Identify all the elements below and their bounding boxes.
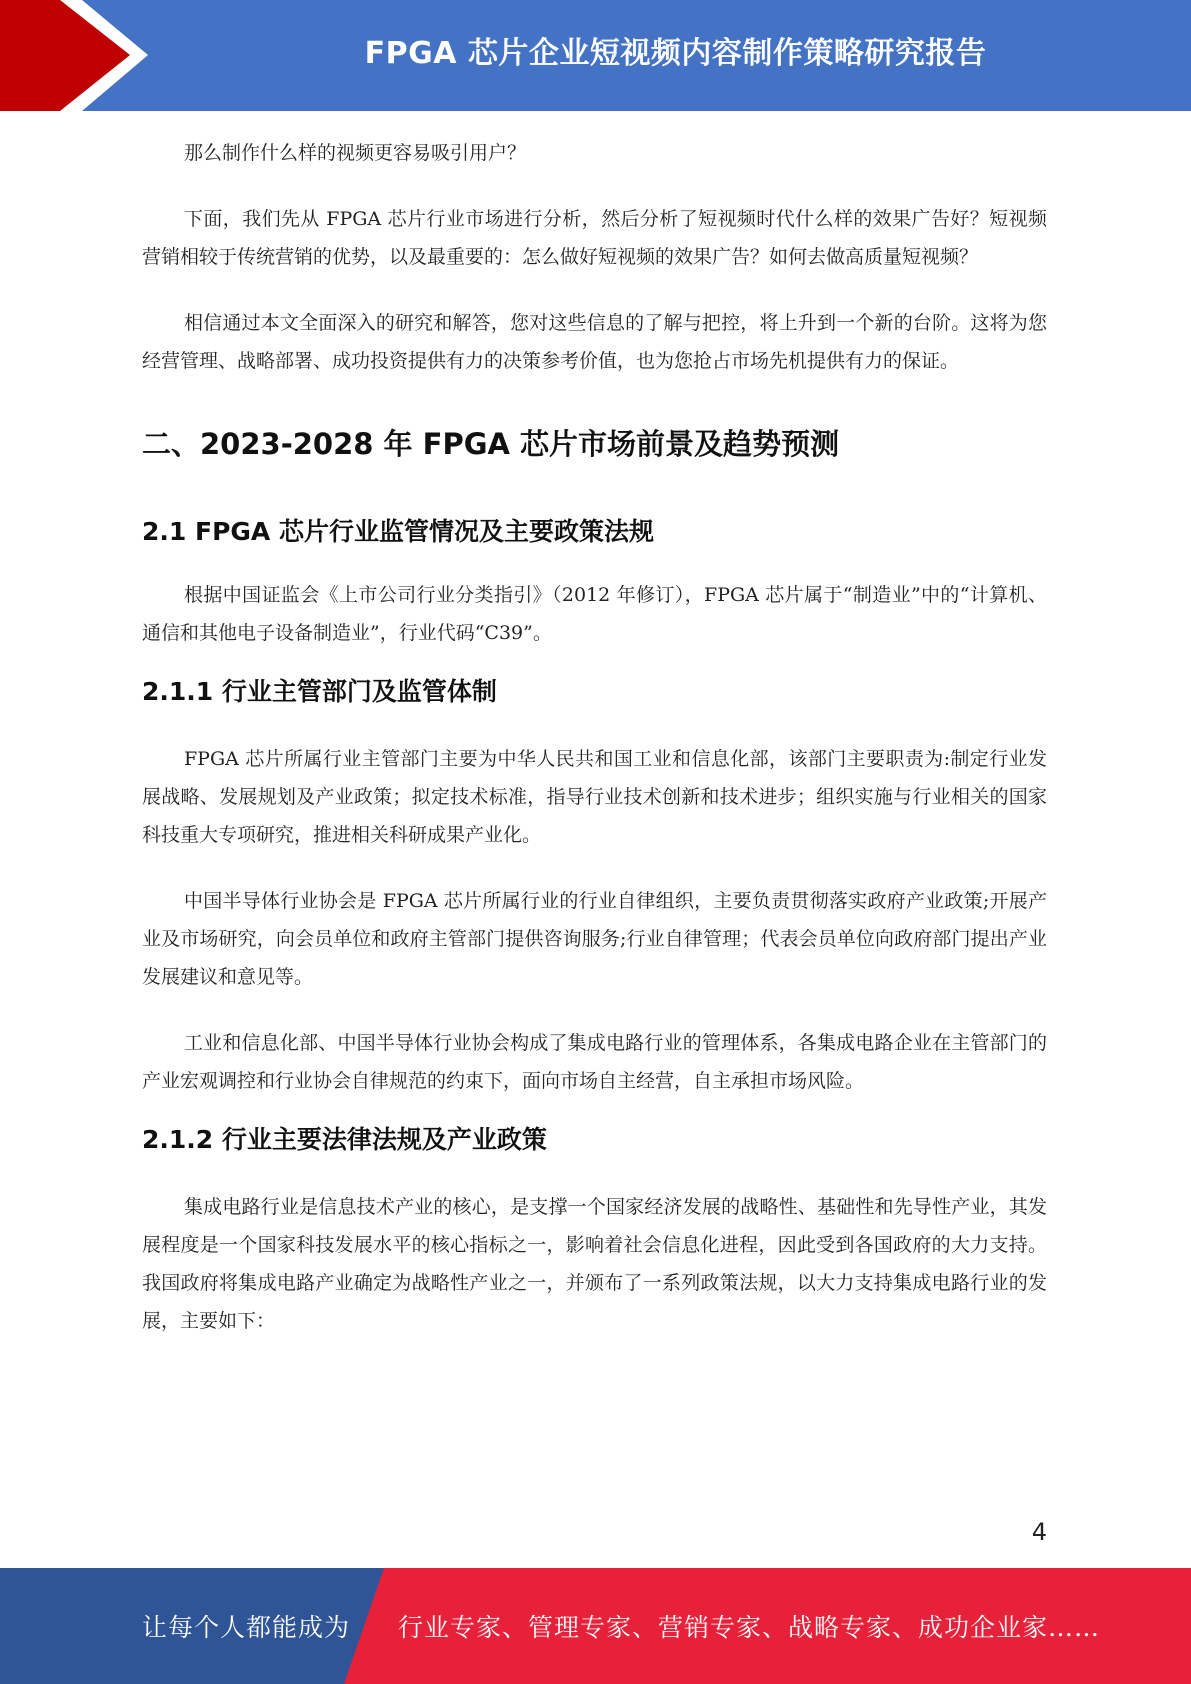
paragraph-analysis-outline: 下面，我们先从 FPGA 芯片行业市场进行分析，然后分析了短视频时代什么样的效果广告好？短视频营销相较于传统营销的优势，以及最重要的：怎么做好短视频的效果广告？如何去做高质量短视频？ [142, 208, 1047, 268]
paragraph-value-statement: 相信通过本文全面深入的研究和解答，您对这些信息的了解与把控，将上升到一个新的台阶。这将为您经营管理、战略部署、成功投资提供有力的决策参考价值，也为您抢占市场先机提供有力的保证。 [142, 312, 1047, 372]
page-footer [0, 1568, 1191, 1684]
page-number: 4 [1031, 1518, 1047, 1546]
paragraph-industry-classification: 根据中国证监会《上市公司行业分类指引》（2012 年修订），FPGA 芯片属于“制造业”中的“计算机、通信和其他电子设备制造业”，行业代码“C39”。 [142, 584, 1047, 644]
footer-slogan-right: 行业专家、管理专家、营销专家、战略专家、成功企业家…… [398, 1613, 1101, 1642]
footer-slogan-left: 让每个人都能成为 [142, 1613, 351, 1642]
subsection-heading-laws-policies: 2.1.2 行业主要法律法规及产业政策 [142, 1125, 547, 1154]
page-header [0, 0, 1191, 111]
paragraph-association-role: 中国半导体行业协会是 FPGA 芯片所属行业的行业自律组织，主要负责贯彻落实政府产业政策;开展产业及市场研究，向会员单位和政府主管部门提供咨询服务;行业自律管理；代表会员单位向政府部门提出产业发展建议和意见等。 [142, 890, 1047, 988]
subsection-heading-authority: 2.1.1 行业主管部门及监管体制 [142, 677, 497, 706]
paragraph-management-system: 工业和信息化部、中国半导体行业协会构成了集成电路行业的管理体系，各集成电路企业在主管部门的产业宏观调控和行业协会自律规范的约束下，面向市场自主经营，自主承担市场风险。 [142, 1032, 1047, 1092]
section-heading-market-outlook: 二、2023-2028 年 FPGA 芯片市场前景及趋势预测 [142, 427, 840, 461]
paragraph-intro-question: 那么制作什么样的视频更容易吸引用户？ [184, 142, 527, 164]
document-body [142, 111, 1047, 1340]
report-title: FPGA 芯片企业短视频内容制作策略研究报告 [364, 36, 987, 71]
header-red-arrow [0, 0, 148, 111]
subsection-heading-regulation: 2.1 FPGA 芯片行业监管情况及主要政策法规 [142, 517, 654, 546]
paragraph-ministry-duties: FPGA 芯片所属行业主管部门主要为中华人民共和国工业和信息化部，该部门主要职责为:制定行业发展战略、发展规划及产业政策；拟定技术标准，指导行业技术创新和技术进步；组织实施与行业相关的国家科技重大专项研究，推进相关科研成果产业化。 [142, 748, 1047, 846]
paragraph-ic-industry-support: 集成电路行业是信息技术产业的核心，是支撑一个国家经济发展的战略性、基础性和先导性产业，其发展程度是一个国家科技发展水平的核心指标之一，影响着社会信息化进程，因此受到各国政府的大力支持。我国政府将集成电路产业确定为战略性产业之一，并颁布了一系列政策法规，以大力支持集成电路行业的发展，主要如下： [142, 1196, 1047, 1332]
